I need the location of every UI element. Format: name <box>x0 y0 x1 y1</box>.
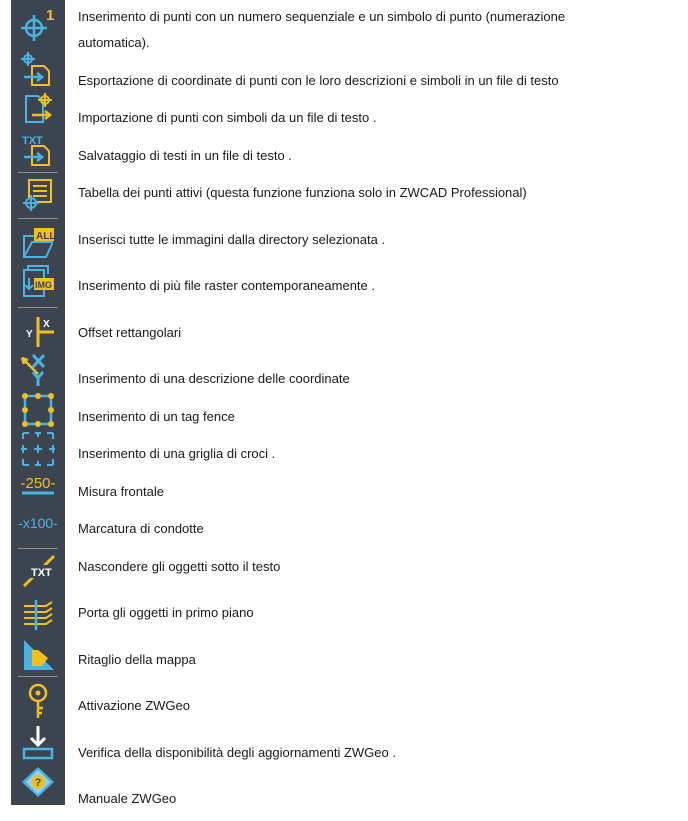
activation-key-icon <box>18 682 58 720</box>
point-numbering-button[interactable] <box>11 6 65 44</box>
img-label: IMG <box>35 280 52 290</box>
import-points-button[interactable] <box>11 90 65 128</box>
insert-all-images-icon <box>18 224 58 262</box>
manual-button[interactable] <box>11 764 65 800</box>
coordinate-description-icon <box>18 352 58 390</box>
insert-raster-files-button[interactable] <box>11 264 65 302</box>
description-manual: Manuale ZWGeo <box>78 791 177 806</box>
description-activation: Attivazione ZWGeo <box>78 698 190 713</box>
description-points-table: Tabella dei punti attivi (questa funzione funziona solo in ZWCAD Professional) <box>78 185 527 200</box>
description-frontal-measure: Misura frontale <box>78 484 164 499</box>
activation-button[interactable] <box>11 682 65 720</box>
cross-grid-icon <box>18 430 58 468</box>
description-coordinate-description: Inserimento di una descrizione delle coordinate <box>78 371 350 386</box>
export-points-icon <box>18 50 58 88</box>
toolbar-separator <box>18 218 58 219</box>
map-clip-button[interactable] <box>11 636 65 674</box>
rectangular-offset-icon <box>18 313 58 351</box>
insert-all-images-button[interactable] <box>11 224 65 262</box>
axis-x-label: X <box>43 319 50 330</box>
all-label: ALL <box>36 231 56 242</box>
description-insert-all-images: Inserisci tutte le immagini dalla directory selezionata . <box>78 232 386 247</box>
rectangular-offset-button[interactable] <box>11 313 65 351</box>
axis-y-label: Y <box>26 329 33 340</box>
pipe-marking-icon <box>18 508 58 538</box>
export-points-button[interactable] <box>11 50 65 88</box>
txt-label: TXT <box>22 135 43 147</box>
toolbar-separator <box>18 307 58 308</box>
points-table-button[interactable] <box>11 176 65 214</box>
check-updates-button[interactable] <box>11 724 65 762</box>
save-texts-button[interactable] <box>11 130 65 168</box>
zwgeo-toolbar <box>11 0 65 805</box>
bring-to-front-icon <box>18 596 58 634</box>
description-insert-raster-files: Inserimento di più file raster contemporaneamente . <box>78 278 375 293</box>
points-table-icon <box>18 176 58 214</box>
help-mark: ? <box>34 777 42 789</box>
fence-tag-button[interactable] <box>11 392 65 430</box>
description-export-points: Esportazione di coordinate di punti con le loro descrizioni e simboli in un file di testo <box>78 73 559 88</box>
description-point-numbering: Inserimento di punti con un numero sequenziale e un simbolo di punto (numerazione automatica). <box>78 9 566 50</box>
description-bring-to-front: Porta gli oggetti in primo piano <box>78 605 254 620</box>
hide-under-text-icon <box>18 552 58 590</box>
import-points-icon <box>18 90 58 128</box>
fence-tag-icon <box>18 392 58 430</box>
pipe-label: -x100- <box>18 515 58 531</box>
toolbar-separator <box>18 172 58 173</box>
description-fence-tag: Inserimento di un tag fence <box>78 409 235 424</box>
hide-under-text-button[interactable] <box>11 552 65 590</box>
description-hide-under-text: Nascondere gli oggetti sotto il testo <box>78 559 281 574</box>
description-rectangular-offset: Offset rettangolari <box>78 325 182 340</box>
map-clip-icon <box>18 636 58 674</box>
description-import-points: Importazione di punti con simboli da un file di testo . <box>78 110 377 125</box>
coordinate-description-button[interactable] <box>11 352 65 390</box>
toolbar-separator <box>18 548 58 549</box>
description-cross-grid: Inserimento di una griglia di croci . <box>78 446 276 461</box>
hide-txt-label: TXT <box>31 567 52 579</box>
frontal-measure-icon <box>18 470 58 500</box>
frontal-measure-button[interactable] <box>11 470 65 500</box>
save-texts-icon <box>18 130 58 168</box>
cross-grid-button[interactable] <box>11 430 65 468</box>
measure-label: -250- <box>20 475 56 492</box>
description-save-texts: Salvataggio di testi in un file di testo . <box>78 148 292 163</box>
numbering-digit: 1 <box>46 7 55 24</box>
insert-raster-files-icon <box>18 264 58 302</box>
update-download-icon <box>18 724 58 762</box>
pipe-marking-button[interactable] <box>11 508 65 538</box>
bring-to-front-button[interactable] <box>11 596 65 634</box>
manual-book-icon <box>18 764 58 800</box>
toolbar-separator <box>18 676 58 677</box>
description-check-updates: Verifica della disponibilità degli aggiornamenti ZWGeo . <box>78 745 396 760</box>
point-numbering-icon <box>18 6 58 44</box>
description-pipe-marking: Marcatura di condotte <box>78 521 204 536</box>
description-map-clip: Ritaglio della mappa <box>78 652 196 667</box>
